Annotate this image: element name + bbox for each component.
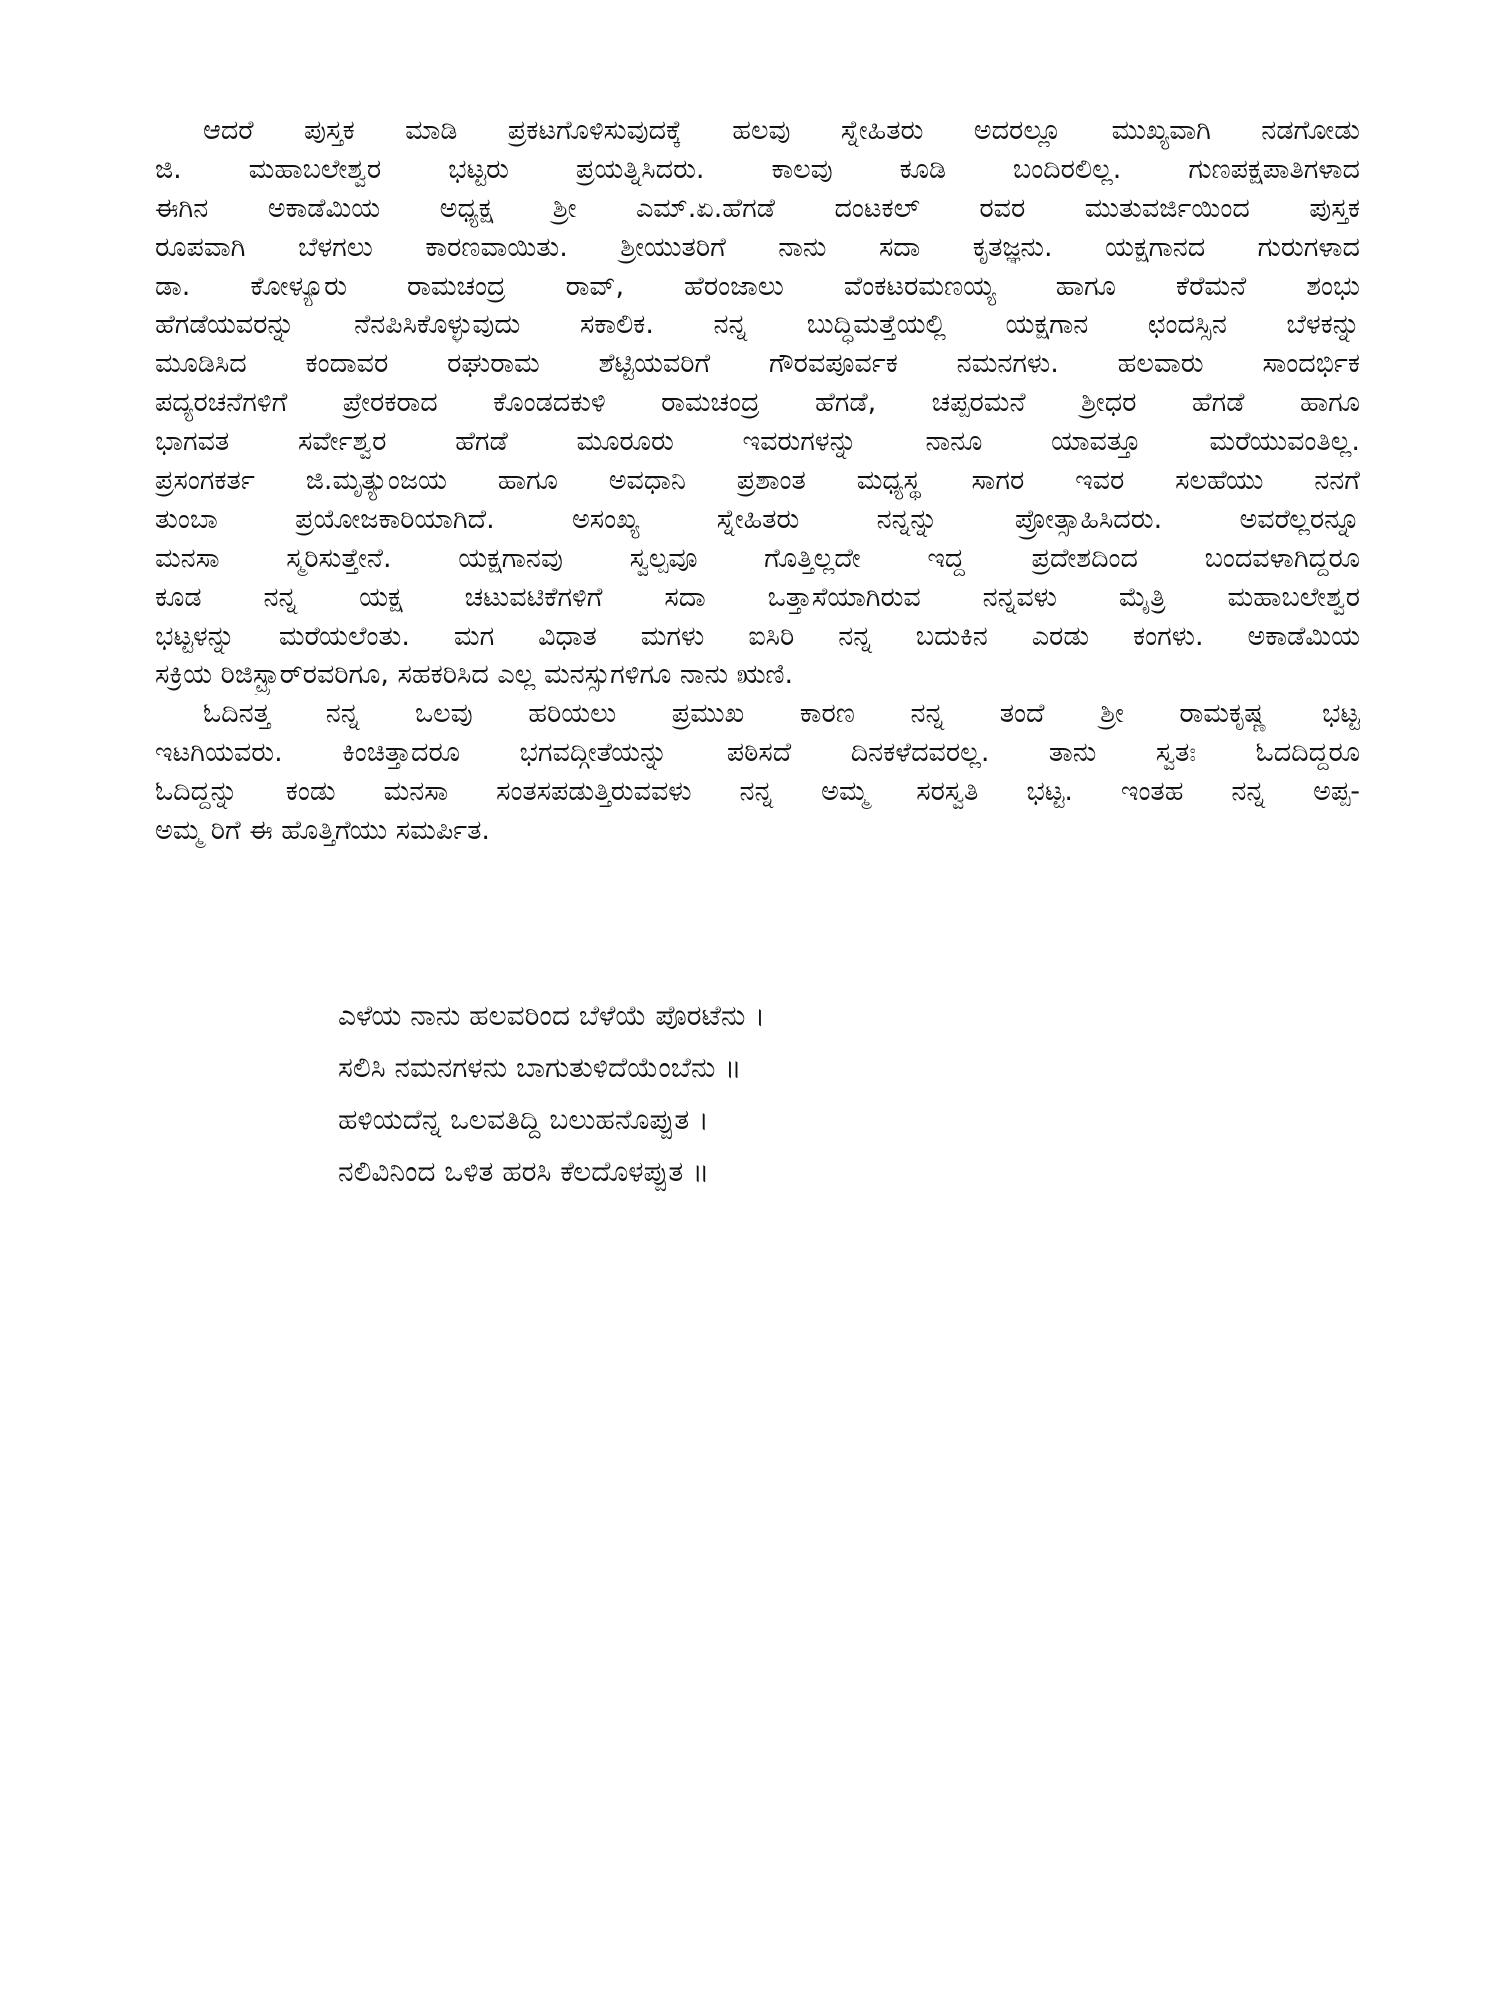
text-line: ಭಾಗವತ ಸರ್ವೇಶ್ವರ ಹೆಗಡೆ ಮೂರೂರು ಇವರುಗಳನ್ನು ನಾನೂ ಯಾವತ್ತೂ ಮರೆಯುವಂತಿಲ್ಲ.	[155, 426, 1360, 458]
text-line: ಈಗಿನ ಅಕಾಡೆಮಿಯ ಅಧ್ಯಕ್ಷ ಶ್ರೀ ಎಮ್.ಏ.ಹೆಗಡೆ ದಂಟಕಲ್ ರವರ ಮುತುವರ್ಜಿಯಿಂದ ಪುಸ್ತಕ	[155, 192, 1360, 224]
text-line: ಮನಸಾ ಸ್ಮರಿಸುತ್ತೇನೆ. ಯಕ್ಷಗಾನವು ಸ್ವಲ್ಪವೂ ಗೊತ್ತಿಲ್ಲದೇ ಇದ್ದ ಪ್ರದೇಶದಿಂದ ಬಂದವಳಾಗಿದ್ದರೂ	[155, 542, 1360, 574]
verse-line: ಎಳೆಯ ನಾನು ಹಲವರಿಂದ ಬೆಳೆಯೆ ಪೊರಟೆನು ।	[338, 999, 765, 1032]
text-line: ಸಕ್ರಿಯ ರಿಜಿಸ್ಟ್ರಾರ್‌ರವರಿಗೂ, ಸಹಕರಿಸಿದ ಎಲ್ಲ ಮನಸ್ಸುಗಳಿಗೂ ನಾನು ಋಣಿ.	[155, 659, 794, 691]
text-line: ಪ್ರಸಂಗಕರ್ತ ಜಿ.ಮೃತ್ಯುಂಜಯ ಹಾಗೂ ಅವಧಾನಿ ಪ್ರಶಾಂತ ಮಧ್ಯಸ್ಥ ಸಾಗರ ಇವರ ಸಲಹೆಯು ನನಗೆ	[155, 465, 1360, 497]
text-line: ಡಾ. ಕೋಳ್ಯೂರು ರಾಮಚಂದ್ರ ರಾವ್, ಹೆರಂಜಾಲು ವೆಂಕಟರಮಣಯ್ಯ ಹಾಗೂ ಕೆರೆಮನೆ ಶಂಭು	[155, 270, 1360, 302]
text-line: ತುಂಬಾ ಪ್ರಯೋಜಕಾರಿಯಾಗಿದೆ. ಅಸಂಖ್ಯ ಸ್ನೇಹಿತರು ನನ್ನನ್ನು ಪ್ರೋತ್ಸಾಹಿಸಿದರು. ಅವರೆಲ್ಲರನ್ನೂ	[155, 503, 1360, 535]
text-line: ಕೂಡ ನನ್ನ ಯಕ್ಷ ಚಟುವಟಿಕೆಗಳಿಗೆ ಸದಾ ಒತ್ತಾಸೆಯಾಗಿರುವ ನನ್ನವಳು ಮೈತ್ರಿ ಮಹಾಬಲೇಶ್ವರ	[155, 581, 1360, 613]
text-line: ಅಮ್ಮ ರಿಗೆ ಈ ಹೊತ್ತಿಗೆಯು ಸಮರ್ಪಿತ.	[155, 815, 490, 847]
text-line: ಓದಿನತ್ತ ನನ್ನ ಒಲವು ಹರಿಯಲು ಪ್ರಮುಖ ಕಾರಣ ನನ್ನ ತಂದೆ ಶ್ರೀ ರಾಮಕೃಷ್ಣ ಭಟ್ಟ	[203, 698, 1360, 730]
document-body	[155, 112, 1360, 851]
text-line: ಹೆಗಡೆಯವರನ್ನು ನೆನಪಿಸಿಕೊಳ್ಳುವುದು ಸಕಾಲಿಕ. ನನ್ನ ಬುದ್ಧಿಮತ್ತೆಯಲ್ಲಿ ಯಕ್ಷಗಾನ ಛಂದಸ್ಸಿನ ಬೆಳಕನ್ನು	[155, 309, 1360, 341]
text-line: ಓದಿದ್ದನ್ನು ಕಂಡು ಮನಸಾ ಸಂತಸಪಡುತ್ತಿರುವವಳು ನನ್ನ ಅಮ್ಮ ಸರಸ್ವತಿ ಭಟ್ಟ. ಇಂತಹ ನನ್ನ ಅಪ್ಪ-	[155, 776, 1360, 808]
text-line: ರೂಪವಾಗಿ ಬೆಳಗಲು ಕಾರಣವಾಯಿತು. ಶ್ರೀಯುತರಿಗೆ ನಾನು ಸದಾ ಕೃತಜ್ಞನು. ಯಕ್ಷಗಾನದ ಗುರುಗಳಾದ	[155, 231, 1360, 263]
verse-line: ಸಲಿಸಿ ನಮನಗಳನು ಬಾಗುತುಳಿದೆಯೆಂಬೆನು ॥	[338, 1051, 742, 1084]
text-line: ಆದರೆ ಪುಸ್ತಕ ಮಾಡಿ ಪ್ರಕಟಗೊಳಿಸುವುದಕ್ಕೆ ಹಲವು ಸ್ನೇಹಿತರು ಅದರಲ್ಲೂ ಮುಖ್ಯವಾಗಿ ನಡಗೋಡು	[203, 115, 1360, 146]
text-line: ಪದ್ಯರಚನೆಗಳಿಗೆ ಪ್ರೇರಕರಾದ ಕೊಂಡದಕುಳಿ ರಾಮಚಂದ್ರ ಹೆಗಡೆ, ಚಪ್ಪರಮನೆ ಶ್ರೀಧರ ಹೆಗಡೆ ಹಾಗೂ	[155, 387, 1360, 419]
text-line: ಇಟಗಿಯವರು. ಕಿಂಚಿತ್ತಾದರೂ ಭಗವದ್ಗೀತೆಯನ್ನು ಪಠಿಸದೆ ದಿನಕಳೆದವರಲ್ಲ. ತಾನು ಸ್ವತಃ ಓದದಿದ್ದರೂ	[155, 737, 1360, 769]
verse-block	[338, 990, 765, 1198]
paragraph-acknowledgements	[155, 112, 1360, 695]
text-line: ಜಿ. ಮಹಾಬಲೇಶ್ವರ ಭಟ್ಟರು ಪ್ರಯತ್ನಿಸಿದರು. ಕಾಲವು ಕೂಡಿ ಬಂದಿರಲಿಲ್ಲ. ಗುಣಪಕ್ಷಪಾತಿಗಳಾದ	[155, 153, 1360, 185]
verse-line: ನಲಿವಿನಿಂದ ಒಳಿತ ಹರಸಿ ಕೆಲದೊಳಪ್ಪುತ ॥	[338, 1155, 710, 1188]
verse-line: ಹಳಿಯದೆನ್ನ ಒಲವತಿದ್ದಿ ಬಲುಹನೊಪ್ಪುತ ।	[338, 1103, 709, 1136]
paragraph-dedication	[155, 695, 1360, 851]
text-line: ಮೂಡಿಸಿದ ಕಂದಾವರ ರಘುರಾಮ ಶೆಟ್ಟಿಯವರಿಗೆ ಗೌರವಪೂರ್ವಕ ನಮನಗಳು. ಹಲವಾರು ಸಾಂದರ್ಭಿಕ	[155, 348, 1360, 380]
text-line: ಭಟ್ಟಳನ್ನು ಮರೆಯಲೆಂತು. ಮಗ ವಿಧಾತ ಮಗಳು ಐಸಿರಿ ನನ್ನ ಬದುಕಿನ ಎರಡು ಕಂಗಳು. ಅಕಾಡೆಮಿಯ	[155, 620, 1360, 652]
